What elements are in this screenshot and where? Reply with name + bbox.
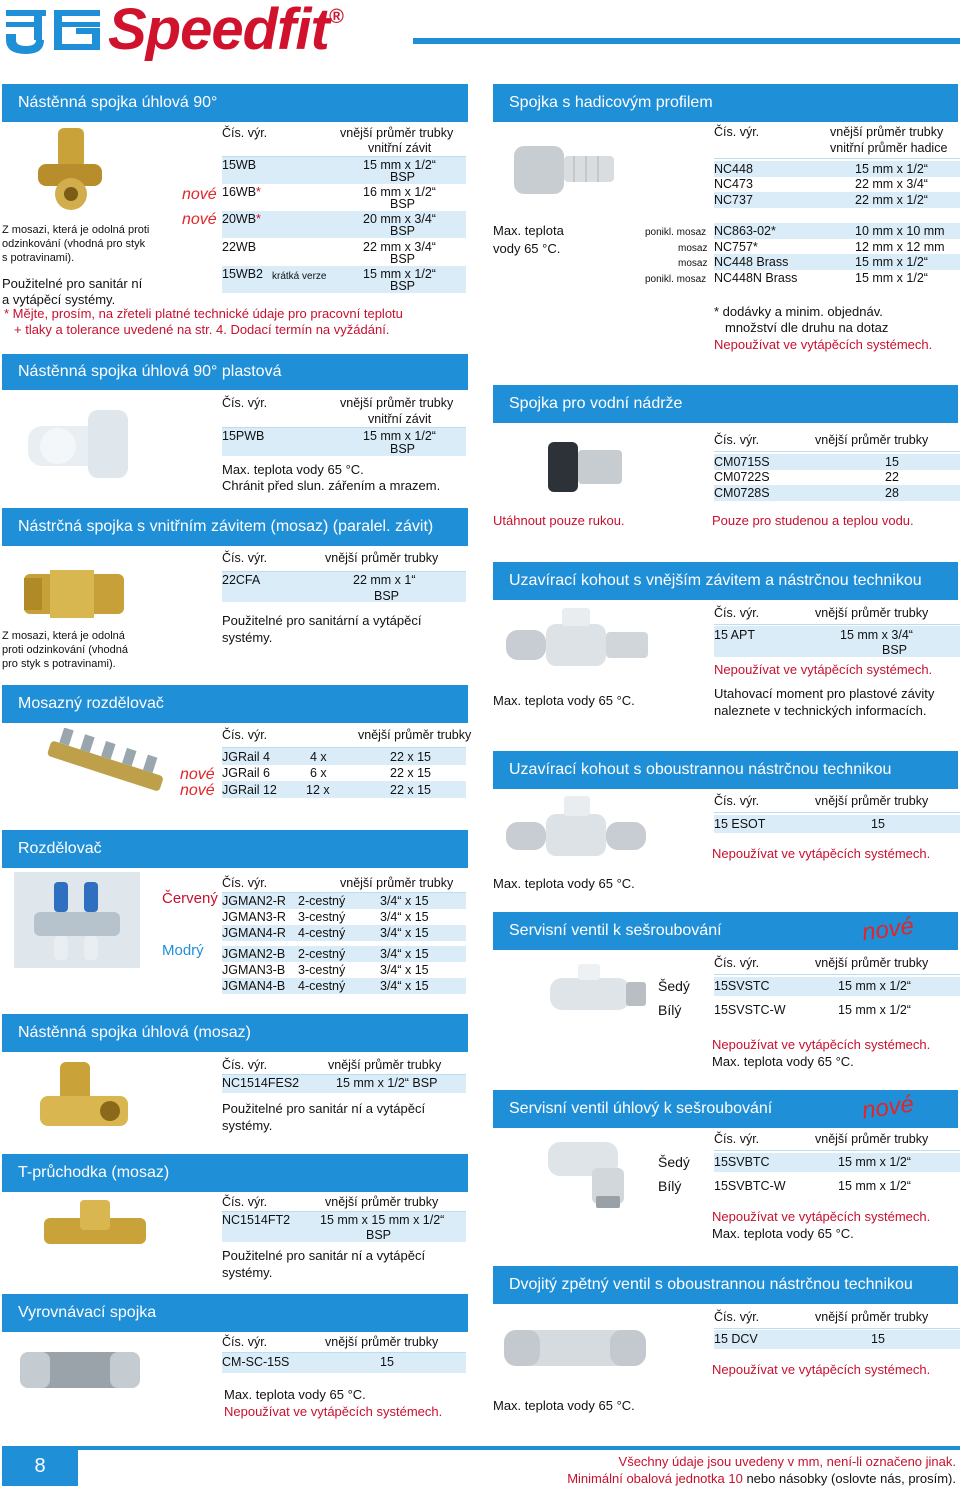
divider xyxy=(714,624,960,625)
r1-foot-2: množství dle druhu na dotaz xyxy=(725,320,889,335)
r1-hdr-desc1: vnější průměr trubky xyxy=(830,125,944,139)
r1-temp-2: vody 65 °C. xyxy=(493,241,561,256)
s5-row2-w: 4-cestný xyxy=(298,926,346,940)
product-image-22cfa xyxy=(20,552,130,632)
r7-temp: Max. teplota vody 65 °C. xyxy=(493,1398,635,1413)
section-title-r4: Uzavírací kohout s oboustrannou nástrčnou technikou xyxy=(493,751,958,789)
r6-note-1: Nepoužívat ve vytápěcích systémech. xyxy=(712,1209,931,1224)
s5-row3-d: 3/4“ x 15 xyxy=(380,947,429,961)
section-title-s6: Nástěnná spojka úhlová (mosaz) xyxy=(2,1014,468,1052)
page-number-box xyxy=(2,1446,78,1486)
s4-hdr-desc: vnější průměr trubky xyxy=(358,728,472,742)
s7-use-2: systémy. xyxy=(222,1265,273,1280)
s3-side-2: proti odzinkování (vhodná xyxy=(2,644,128,656)
s1-row4-code: 15WB2 xyxy=(222,267,263,281)
r1-hdr-code: Čís. výr. xyxy=(714,125,760,139)
r1-foot-1: * dodávky a minim. objednáv. xyxy=(714,304,883,319)
section-title-s3: Nástrčná spojka s vnitřním závitem (mosaz) (paralel. závit) xyxy=(2,508,468,546)
s1-row0-d2: BSP xyxy=(390,170,416,184)
r1-row5-code: NC448 Brass xyxy=(714,255,789,269)
r5-row1-d: 15 mm x 1/2“ xyxy=(838,1003,911,1017)
s5-label-red: Červený xyxy=(162,890,218,907)
footer-line-2: Minimální obalová jednotka 10 nebo násobky (oslovte nás, prosím). xyxy=(567,1471,956,1486)
r1-row3-pre: ponikl. mosaz xyxy=(645,227,707,238)
new-badge: nové xyxy=(182,186,217,203)
page-number: 8 xyxy=(34,1454,46,1477)
section-title-s8: Vyrovnávací spojka xyxy=(2,1294,468,1332)
r5-row0-color: Šedý xyxy=(658,978,690,994)
s7-d1: 15 mm x 15 mm x 1/2“ xyxy=(320,1213,445,1227)
r1-row5-d: 15 mm x 1/2“ xyxy=(855,255,928,269)
s1-row4-d1: 15 mm x 1/2“ xyxy=(363,267,436,281)
s5-row0-code: JGMAN2-R xyxy=(222,894,286,908)
r2-row0-code: CM0715S xyxy=(714,455,770,469)
r1-row5-pre: mosaz xyxy=(678,258,708,269)
s5-hdr-desc: vnější průměr trubky xyxy=(340,876,454,890)
r7-hdr-desc: vnější průměr trubky xyxy=(815,1310,929,1324)
logo xyxy=(4,4,104,58)
s4-hdr-code: Čís. výr. xyxy=(222,728,268,742)
s2-note-1: Max. teplota vody 65 °C. xyxy=(222,462,364,477)
r1-row4-d: 12 mm x 12 mm xyxy=(855,240,945,254)
s4-row2-d: 22 x 15 xyxy=(390,783,432,797)
r2-row2-d: 28 xyxy=(885,486,899,500)
s7-hdr-desc: vnější průměr trubky xyxy=(325,1195,439,1209)
r4-hdr-desc: vnější průměr trubky xyxy=(815,794,929,808)
r1-row1-code: NC473 xyxy=(714,177,753,191)
s8-note-1: Max. teplota vody 65 °C. xyxy=(224,1387,366,1402)
s4-row2-code: JGRail 12 xyxy=(222,783,277,797)
product-image-15esot xyxy=(502,792,652,872)
s5-row4-d: 3/4“ x 15 xyxy=(380,963,429,977)
section-title-r5: Servisní ventil k sešroubování xyxy=(493,912,958,950)
s4-row1-d: 22 x 15 xyxy=(390,766,432,780)
s1-use-1: Použitelné pro sanitár ní xyxy=(2,276,143,291)
s1-row1-d2: BSP xyxy=(390,197,416,211)
product-image-15dcv xyxy=(500,1310,650,1386)
s5-row2-code: JGMAN4-R xyxy=(222,926,286,940)
s5-row0-d: 3/4“ x 15 xyxy=(380,894,429,908)
r5-hdr-code: Čís. výr. xyxy=(714,956,760,970)
product-image-15svbtc xyxy=(540,1132,650,1212)
divider xyxy=(714,451,960,452)
s8-code: CM-SC-15S xyxy=(222,1355,290,1369)
r4-code: 15 ESOT xyxy=(714,817,766,831)
s1-row2-d1: 20 mm x 3/4“ xyxy=(363,212,436,226)
s1-side-1: Z mosazi, která je odolná proti xyxy=(2,224,150,236)
s1-row1-code: 16WB* xyxy=(222,185,261,199)
r5-row0-code: 15SVSTC xyxy=(714,979,770,993)
r4-d: 15 xyxy=(871,817,885,831)
product-image-15pwb xyxy=(18,396,138,496)
r1-row0-code: NC448 xyxy=(714,162,753,176)
r6-row1-code: 15SVBTC-W xyxy=(714,1179,786,1193)
s5-row5-code: JGMAN4-B xyxy=(222,979,286,993)
new-badge: nové xyxy=(860,1090,916,1125)
header-rule xyxy=(413,38,960,44)
r2-row2-code: CM0728S xyxy=(714,486,770,500)
s1-row0-code: 15WB xyxy=(222,158,257,172)
section-title-s7: T-průchodka (mosaz) xyxy=(2,1154,468,1192)
s3-d1: 22 mm x 1“ xyxy=(353,573,416,587)
s4-row0-n: 4 x xyxy=(310,750,327,764)
r1-temp-1: Max. teplota xyxy=(493,223,564,238)
r2-hdr-desc: vnější průměr trubky xyxy=(815,433,929,447)
r1-foot-3: Nepoužívat ve vytápěcích systémech. xyxy=(714,337,933,352)
s1-row2-d2: BSP xyxy=(390,224,416,238)
r7-code: 15 DCV xyxy=(714,1332,758,1346)
s5-hdr-code: Čís. výr. xyxy=(222,876,268,890)
s1-footnote-1: * Mějte, prosím, na zřeteli platné technické údaje pro pracovní teplotu xyxy=(4,306,403,321)
r1-row6-code: NC448N Brass xyxy=(714,271,798,285)
s2-d2: BSP xyxy=(390,442,416,456)
s8-d: 15 xyxy=(380,1355,394,1369)
r3-note-1: Nepoužívat ve vytápěcích systémech. xyxy=(714,662,933,677)
r4-temp: Max. teplota vody 65 °C. xyxy=(493,876,635,891)
s5-row4-w: 3-cestný xyxy=(298,963,346,977)
r2-row1-d: 22 xyxy=(885,470,899,484)
r1-row2-code: NC737 xyxy=(714,193,753,207)
s5-row1-d: 3/4“ x 15 xyxy=(380,910,429,924)
s5-row5-w: 4-cestný xyxy=(298,979,346,993)
section-title-r7: Dvojitý zpětný ventil s oboustrannou nástrčnou technikou xyxy=(493,1266,958,1304)
s1-footnote-2: + tlaky a tolerance uvedené na str. 4. Dodací termín na vyžádání. xyxy=(14,322,390,337)
r6-row0-color: Šedý xyxy=(658,1154,690,1170)
s1-hdr-desc2: vnitřní závit xyxy=(368,141,432,155)
s3-side-3: pro styk s potravinami). xyxy=(2,658,116,670)
new-badge: nové xyxy=(180,782,215,799)
product-image-jgman xyxy=(14,872,140,968)
s3-use-2: systémy. xyxy=(222,630,273,645)
s3-code: 22CFA xyxy=(222,573,261,587)
s5-row3-code: JGMAN2-B xyxy=(222,947,286,961)
product-image-jgrail xyxy=(40,728,170,806)
s3-use-1: Použitelné pro sanitární a vytápěcí xyxy=(222,613,422,628)
r1-row2-d: 22 mm x 1/2“ xyxy=(855,193,928,207)
s6-code: NC1514FES2 xyxy=(222,1076,300,1090)
r6-row0-code: 15SVBTC xyxy=(714,1155,770,1169)
new-badge: nové xyxy=(180,766,215,783)
product-image-nc1514fes2 xyxy=(30,1056,140,1142)
r2-hdr-code: Čís. výr. xyxy=(714,433,760,447)
s6-use-1: Použitelné pro sanitár ní a vytápěcí xyxy=(222,1101,426,1116)
r5-row0-d: 15 mm x 1/2“ xyxy=(838,979,911,993)
r5-note-1: Nepoužívat ve vytápěcích systémech. xyxy=(712,1037,931,1052)
s8-hdr-desc: vnější průměr trubky xyxy=(325,1335,439,1349)
r1-row3-d: 10 mm x 10 mm xyxy=(855,224,945,238)
s5-row2-d: 3/4“ x 15 xyxy=(380,926,429,940)
r2-row0-d: 15 xyxy=(885,455,899,469)
product-image-15wb xyxy=(30,124,110,220)
brand-name: Speedfit® xyxy=(108,0,343,62)
r1-hdr-desc2: vnitřní průměr hadice xyxy=(830,141,948,155)
r7-d: 15 xyxy=(871,1332,885,1346)
s2-hdr-code: Čís. výr. xyxy=(222,396,268,410)
s2-hdr-desc1: vnější průměr trubky xyxy=(340,396,454,410)
s7-hdr-code: Čís. výr. xyxy=(222,1195,268,1209)
r3-d1: 15 mm x 3/4“ xyxy=(840,628,913,642)
section-title-r2: Spojka pro vodní nádrže xyxy=(493,385,958,423)
r3-note-3: naleznete v technických informacích. xyxy=(714,703,927,718)
s3-hdr-desc: vnější průměr trubky xyxy=(325,551,439,565)
s5-label-blue: Modrý xyxy=(162,942,204,959)
r3-d2: BSP xyxy=(882,643,908,657)
s6-hdr-desc: vnější průměr trubky xyxy=(328,1058,442,1072)
s4-row1-n: 6 x xyxy=(310,766,327,780)
r6-hdr-code: Čís. výr. xyxy=(714,1132,760,1146)
section-title-s2: Nástěnná spojka úhlová 90° plastová xyxy=(2,354,468,390)
section-title-r1: Spojka s hadicovým profilem xyxy=(493,84,958,122)
divider xyxy=(714,1150,960,1151)
s5-row1-code: JGMAN3-R xyxy=(222,910,286,924)
divider xyxy=(714,812,960,813)
r3-temp: Max. teplota vody 65 °C. xyxy=(493,693,635,708)
product-image-nc448 xyxy=(508,128,618,212)
s4-row0-d: 22 x 15 xyxy=(390,750,432,764)
s1-use-2: a vytápěcí systémy. xyxy=(2,292,116,307)
s1-row4-note: krátká verze xyxy=(272,271,327,282)
r1-row4-code: NC757* xyxy=(714,240,758,254)
r4-note-1: Nepoužívat ve vytápěcích systémech. xyxy=(712,846,931,861)
section-title-s4: Mosazný rozdělovač xyxy=(2,685,468,723)
r3-hdr-code: Čís. výr. xyxy=(714,606,760,620)
section-title-r3: Uzavírací kohout s vnějším závitem a nástrčnou technikou xyxy=(493,562,958,600)
s1-row3-code: 22WB xyxy=(222,240,257,254)
footer-line-1: Všechny údaje jsou uvedeny v mm, není-li označeno jinak. xyxy=(618,1454,956,1469)
footer-rule xyxy=(78,1446,960,1450)
divider xyxy=(714,974,960,975)
s3-hdr-code: Čís. výr. xyxy=(222,551,268,565)
s7-code: NC1514FT2 xyxy=(222,1213,291,1227)
s7-d2: BSP xyxy=(366,1228,392,1242)
s1-hdr-code: Čís. výr. xyxy=(222,126,268,140)
s6-hdr-code: Čís. výr. xyxy=(222,1058,268,1072)
s2-d1: 15 mm x 1/2“ xyxy=(363,429,436,443)
r5-note-2: Max. teplota vody 65 °C. xyxy=(712,1054,854,1069)
r1-row4-pre: mosaz xyxy=(678,243,708,254)
r6-hdr-desc: vnější průměr trubky xyxy=(815,1132,929,1146)
s2-code: 15PWB xyxy=(222,429,265,443)
product-image-15svstc xyxy=(540,954,650,1034)
product-image-15apt xyxy=(502,604,652,684)
s4-row1-code: JGRail 6 xyxy=(222,766,270,780)
s1-side-3: s potravinami). xyxy=(2,252,75,264)
section-title-s1: Nástěnná spojka úhlová 90° xyxy=(2,84,468,122)
section-title-s5: Rozdělovač xyxy=(2,830,468,868)
divider xyxy=(714,158,960,159)
r6-row1-color: Bílý xyxy=(658,1178,682,1194)
r1-row6-d: 15 mm x 1/2“ xyxy=(855,271,928,285)
s1-row3-d2: BSP xyxy=(390,252,416,266)
s3-d2: BSP xyxy=(374,589,400,603)
r6-row0-d: 15 mm x 1/2“ xyxy=(838,1155,911,1169)
s7-use-1: Použitelné pro sanitár ní a vytápěcí xyxy=(222,1248,426,1263)
r3-code: 15 APT xyxy=(714,628,755,642)
s6-use-2: systémy. xyxy=(222,1118,273,1133)
r5-row1-code: 15SVSTC-W xyxy=(714,1003,786,1017)
r1-row3-code: NC863-02* xyxy=(714,224,776,238)
r1-row6-pre: ponikl. mosaz xyxy=(645,274,707,285)
r6-note-2: Max. teplota vody 65 °C. xyxy=(712,1226,854,1241)
r7-note-1: Nepoužívat ve vytápěcích systémech. xyxy=(712,1362,931,1377)
s1-row1-d1: 16 mm x 1/2“ xyxy=(363,185,436,199)
r2-note-1: Utáhnout pouze rukou. xyxy=(493,513,625,528)
r7-hdr-code: Čís. výr. xyxy=(714,1310,760,1324)
s1-row3-d1: 22 mm x 3/4“ xyxy=(363,240,436,254)
r2-note-2: Pouze pro studenou a teplou vodu. xyxy=(712,513,914,528)
product-image-cm-sc-15s xyxy=(18,1340,142,1400)
r4-hdr-code: Čís. výr. xyxy=(714,794,760,808)
s1-row4-d2: BSP xyxy=(390,279,416,293)
s1-row0-d1: 15 mm x 1/2“ xyxy=(363,158,436,172)
s8-hdr-code: Čís. výr. xyxy=(222,1335,268,1349)
product-image-nc1514ft2 xyxy=(40,1196,150,1266)
r3-note-2: Utahovací moment pro plastové závity xyxy=(714,686,935,701)
r5-hdr-desc: vnější průměr trubky xyxy=(815,956,929,970)
r3-hdr-desc: vnější průměr trubky xyxy=(815,606,929,620)
new-badge: nové xyxy=(182,211,217,228)
s4-row2-n: 12 x xyxy=(306,783,330,797)
s3-side-1: Z mosazi, která je odolná xyxy=(2,630,125,642)
s5-row1-w: 3-cestný xyxy=(298,910,346,924)
divider xyxy=(714,1328,960,1329)
s5-row0-w: 2-cestný xyxy=(298,894,346,908)
s2-hdr-desc2: vnitřní závit xyxy=(368,412,432,426)
r2-row1-code: CM0722S xyxy=(714,470,770,484)
s5-row3-w: 2-cestný xyxy=(298,947,346,961)
product-image-cm07 xyxy=(540,428,630,504)
s4-row0-code: JGRail 4 xyxy=(222,750,270,764)
s6-d: 15 mm x 1/2“ BSP xyxy=(336,1076,438,1090)
section-title-r6: Servisní ventil úhlový k sešroubování xyxy=(493,1090,958,1128)
r1-row0-d: 15 mm x 1/2“ xyxy=(855,162,928,176)
s1-side-2: odzinkování (vhodná pro styk xyxy=(2,238,146,250)
r1-row1-d: 22 mm x 3/4“ xyxy=(855,177,928,191)
s1-hdr-desc1: vnější průměr trubky xyxy=(340,126,454,140)
s2-note-2: Chránit před slun. zářením a mrazem. xyxy=(222,478,441,493)
new-badge: nové xyxy=(860,912,916,947)
s8-note-2: Nepoužívat ve vytápěcích systémech. xyxy=(224,1404,443,1419)
r5-row1-color: Bílý xyxy=(658,1002,682,1018)
r6-row1-d: 15 mm x 1/2“ xyxy=(838,1179,911,1193)
s5-row5-d: 3/4“ x 15 xyxy=(380,979,429,993)
s1-row2-code: 20WB* xyxy=(222,212,261,226)
s5-row4-code: JGMAN3-B xyxy=(222,963,286,977)
